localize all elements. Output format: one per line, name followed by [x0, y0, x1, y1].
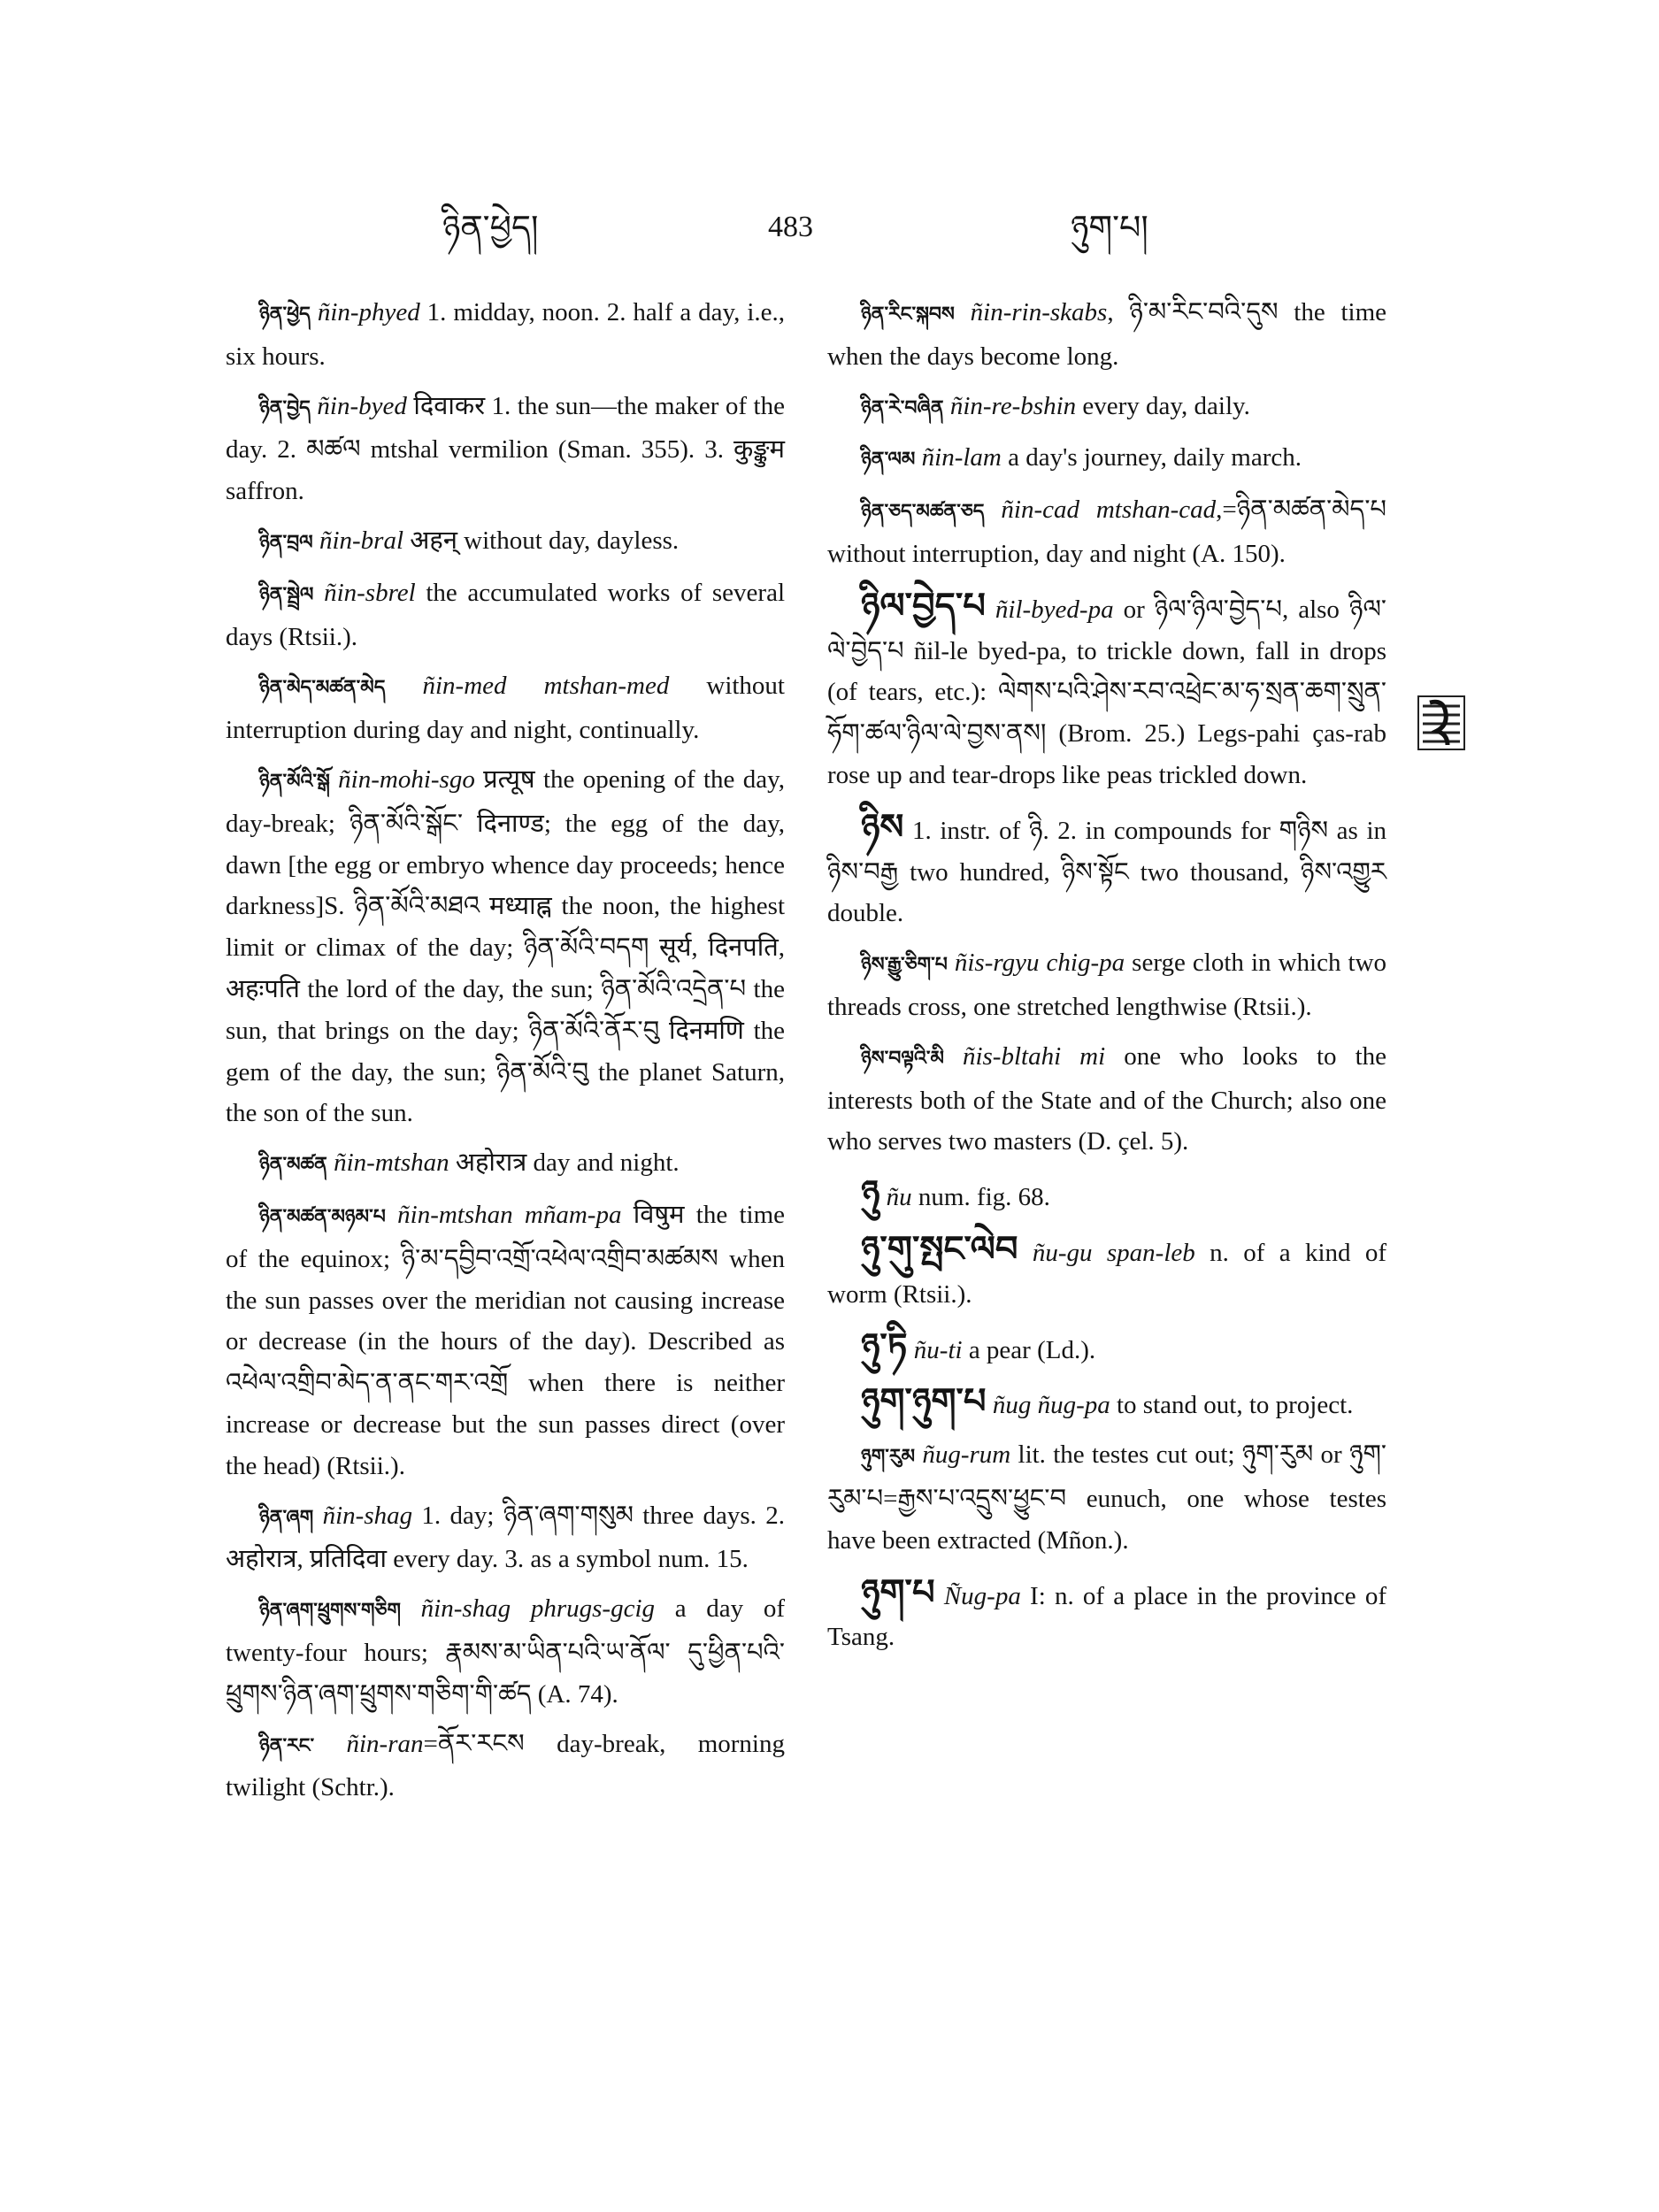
right-column: [827, 292, 1386, 1666]
dictionary-entry: [226, 386, 785, 512]
dictionary-entry: [827, 1572, 1386, 1659]
entry-definition: =ནོར་རངས day-break, morning twilight (Schtr.).: [226, 1729, 785, 1802]
entry-definition: to stand out, to project.: [1110, 1391, 1354, 1420]
entry-headword: ཉིན་མཚན: [259, 1154, 327, 1177]
entry-headword: ཉིན་མཚན་མཉམ་པ: [259, 1205, 386, 1228]
entry-definition: , ཉི་མ་རིང་བའི་དུས the time when the days become long.: [827, 298, 1387, 371]
entry-definition: a pear (Ld.).: [962, 1335, 1096, 1364]
entry-headword: ཉིན་རང་: [259, 1734, 315, 1757]
dictionary-entry: [827, 1434, 1386, 1561]
entry-transliteration: ñin-med mtshan-med: [422, 672, 670, 701]
dictionary-entry: [226, 572, 785, 658]
entry-headword: ཉིན་ཕྱེད: [259, 303, 311, 326]
entry-transliteration: ñin-mtshan: [334, 1148, 449, 1178]
entry-transliteration: ñis-bltahi mi: [962, 1041, 1106, 1071]
entry-definition: अहन् without day, dayless.: [403, 526, 680, 555]
entry-headword: ཉིན་སྦྲེལ: [259, 583, 314, 606]
dictionary-entry: [827, 489, 1386, 575]
entry-headword: ཉིན་རིང་སྐབས: [861, 303, 955, 326]
margin-reference-mark: [1417, 695, 1465, 750]
entry-transliteration: ñu-ti: [913, 1335, 963, 1364]
dictionary-entry: [226, 520, 785, 565]
dictionary-entry: [226, 1724, 785, 1809]
dictionary-entry: [827, 1326, 1386, 1371]
dictionary-entry: [226, 292, 785, 378]
entry-transliteration: ñin-ran: [346, 1729, 424, 1758]
entry-headword: ཉིན་རེ་བཞིན: [861, 396, 944, 419]
entry-transliteration: ñin-mohi-sgo: [338, 764, 475, 794]
entry-definition: 1. day; ཉིན་ཞག་གསུམ three days. 2. अहोरात्र, प्रतिदिवा every day. 3. as a symbol num. 15.: [226, 1501, 785, 1574]
entry-definition: serge cloth in which two threads cross, one stretched lengthwise (Rtsii.).: [827, 949, 1387, 1021]
dictionary-entry: [827, 1173, 1386, 1218]
entry-definition: without interruption during day and night, continually.: [226, 672, 785, 745]
dictionary-entry: [226, 1495, 785, 1581]
entry-headword: ཉུ: [861, 1173, 880, 1215]
entry-transliteration: ñug ñug-pa: [992, 1391, 1110, 1420]
dictionary-entry: [827, 1229, 1386, 1316]
entry-headword: ཉིས་རྒྱུ་ཅིག་པ: [861, 954, 948, 977]
entry-definition: n. of a kind of worm (Rtsii.).: [827, 1238, 1387, 1309]
entry-headword: ཉིན་མེད་མཚན་མེད: [259, 677, 386, 700]
dictionary-entry: [827, 807, 1386, 934]
entry-definition: विषुम the time of the equinox; ཉི་མ་དབྱིབ་འགྲོ་འཕེལ་འགྲིབ་མཚམས when the sun passes over the meridian not causing increase or decrease (in the hours of the day). Described as འཕེལ་འགྲིབ་མེད་ན་ནང་གར་འགྲོ when there is neither increase or decrease but the sun passes direct (over the head) (Rtsii.).: [226, 1200, 786, 1480]
entry-headword: ཉིན་བྱེད: [259, 396, 311, 419]
entry-definition: lit. the testes cut out; ཉུག་རུམ or ཉུག་རུམ་པ=རྒྱས་པ་འདྲུས་ཕྱུང་བ eunuch, one whose testes have been extracted (Mñon.).: [827, 1440, 1386, 1555]
dictionary-entry: [226, 665, 785, 751]
page-number: 483: [768, 211, 813, 243]
entry-transliteration: ñin-sbrel: [324, 578, 416, 607]
entry-transliteration: ñin-shag: [322, 1501, 413, 1530]
entry-definition: the accumulated works of several days (Rtsii.).: [226, 578, 786, 651]
entry-transliteration: ñug-rum: [922, 1440, 1011, 1470]
entry-headword: ཉུ་ཏི: [861, 1325, 908, 1367]
entry-headword: ཉུག་པ: [861, 1571, 935, 1613]
entry-definition: every day, daily.: [1076, 391, 1250, 420]
entry-transliteration: Ñug-pa: [943, 1581, 1021, 1610]
entry-transliteration: ñin-mtshan mñam-pa: [397, 1200, 622, 1229]
entry-headword: ཉིས: [861, 806, 904, 848]
entry-transliteration: ñin-re-bshin: [949, 391, 1077, 420]
entry-transliteration: ñil-byed-pa: [995, 595, 1114, 624]
dictionary-entry: [827, 292, 1386, 378]
dictionary-entry: [827, 437, 1386, 481]
entry-headword: ཉིན་མོའི་སྒོ: [259, 770, 330, 793]
entry-headword: ཉིས་བལྟའི་མི: [861, 1047, 944, 1070]
entry-definition: num. fig. 68.: [911, 1183, 1050, 1212]
dictionary-entry: [827, 586, 1386, 796]
entry-headword: ཉུ་གུ་སྤང་ལེབ: [861, 1228, 1018, 1270]
dictionary-entry: [827, 1036, 1386, 1163]
entry-headword: ཉུག་ཉུག་པ: [861, 1381, 987, 1423]
entry-transliteration: ñin-bral: [319, 526, 404, 555]
entry-definition: प्रत्यूष the opening of the day, day-break; ཉིན་མོའི་སྒོང་ दिनाण्ड; the egg of the day, dawn [the egg or embryo whence day proceeds; hence darkness]S. ཉིན་མོའི་མཐའ मध्याह्न the noon, the highest limit or climax of the day; ཉིན་མོའི་བདག सूर्य, दिनपति, अहःपति the lord of the day, the sun; ཉིན་མོའི་འདྲེན་པ the sun, that brings on the day; ཉིན་མོའི་ནོར་བུ दिनमणि the gem of the day, the sun; ཉིན་མོའི་བུ the planet Saturn, the son of the sun.: [226, 764, 785, 1128]
entry-transliteration: ñin-rin-skabs: [970, 298, 1108, 326]
entry-transliteration: ñis-rgyu chig-pa: [954, 949, 1125, 978]
dictionary-entry: [226, 1194, 785, 1487]
entry-transliteration: ñin-lam: [921, 443, 1002, 472]
entry-definition: one who looks to the interests both of the State and of the Church; also one who serves two masters (D. çel. 5).: [827, 1041, 1387, 1156]
entry-headword: ཉུག་རུམ: [861, 1446, 916, 1469]
running-head: [0, 205, 1659, 258]
entry-headword: ཉིན་ཞག: [259, 1506, 314, 1529]
dictionary-entry: [827, 942, 1386, 1028]
entry-transliteration: ñin-byed: [317, 391, 407, 420]
entry-definition: 1. midday, noon. 2. half a day, i.e., six hours.: [226, 298, 785, 371]
entry-transliteration: ñin-shag phrugs-gcig: [420, 1594, 656, 1624]
entry-definition: 1. instr. of ཉི. 2. in compounds for གཉིས as in ཉིས་བརྒྱ two hundred, ཉིས་སྟོང two thousand, ཉིས་འགྱུར double.: [827, 816, 1386, 928]
entry-headword: ཉིན་ཞག་ཕྲུགས་གཅིག: [259, 1600, 401, 1623]
dictionary-entry: [827, 386, 1386, 430]
dictionary-entry: [226, 1142, 785, 1187]
entry-transliteration: ñu-gu span-leb: [1032, 1238, 1195, 1267]
entry-transliteration: ñin-phyed: [317, 298, 420, 326]
entry-definition: ,=ཉིན་མཚན་མེད་པ without interruption, day and night (A. 150).: [827, 495, 1386, 568]
entry-headword: ཉིན་ལམ: [861, 449, 916, 472]
entry-transliteration: ñin-cad mtshan-cad: [1001, 495, 1217, 525]
entry-transliteration: ñu: [886, 1183, 912, 1212]
running-head-right: ཉུག་པ།: [1071, 208, 1148, 247]
entry-definition: a day's journey, daily march.: [1001, 443, 1302, 472]
dictionary-entry: [827, 1381, 1386, 1426]
dictionary-entry: [226, 1588, 785, 1715]
dictionary-entry: [226, 759, 785, 1134]
left-column: [226, 292, 785, 1816]
entry-headword: ཉིན་བྲལ: [259, 531, 313, 554]
entry-definition: अहोरात्र day and night.: [449, 1148, 680, 1178]
entry-headword: ཉིལ་བྱེད་པ: [861, 585, 986, 626]
entry-headword: ཉིན་ཅད་མཚན་ཅད: [861, 501, 985, 524]
entry-definition: दिवाकर 1. the sun—the maker of the day. 2. མཚལ mtshal vermilion (Sman. 355). 3. कुङ्कुम saffron.: [226, 391, 785, 506]
entry-definition: or ཉིལ་ཉིལ་བྱེད་པ, also ཉིལ་ལེ་བྱེད་པ ñil-le byed-pa, to trickle down, fall in drops (of tears, etc.): ལེགས་པའི་ཤེས་རབ་འཕྲེང་མ་ཧ་སྲན་ཆག་སྲུན་ཧོག་ཚལ་ཉིལ་ལེ་བྱས་ནས། (Brom. 25.) Legs-pahi ças-rab rose up and tear-drops like peas trickled down.: [827, 595, 1387, 789]
entry-definition: I: n. of a place in the province of Tsang.: [827, 1581, 1387, 1652]
running-head-left: ཉིན་ཕྱེད།: [442, 208, 539, 247]
entry-definition: a day of twenty-four hours; རྣམས་མ་ཡིན་པའི་ཡ་ནོལ་ དུ་ཕྱིན་པའི་ཕྲུགས་ཉིན་ཞག་ཕྲུགས་གཅིག་གི་ཚད (A. 74).: [226, 1594, 785, 1709]
